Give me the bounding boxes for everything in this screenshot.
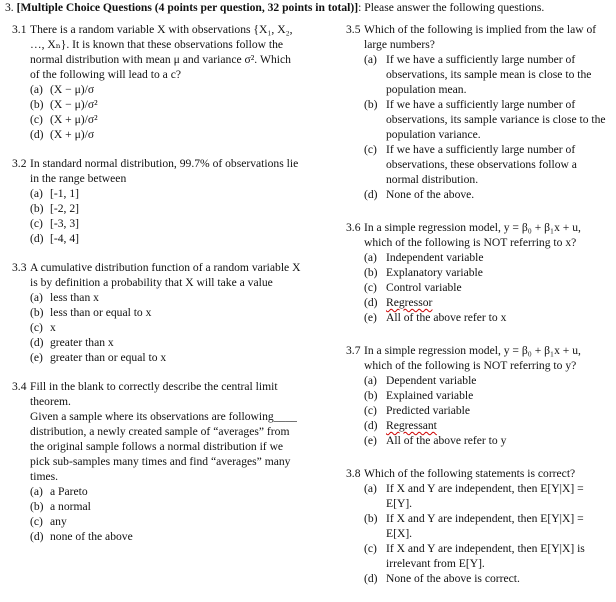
option-c[interactable] [30,514,302,529]
option-text: None of the above. [386,188,475,201]
question-text-continued: Given a sample where its observations are following____ distribution, a newly created sample of “averages” from the original sample follows a normal distribution if we pick sub-samples many times and find “averages” many times. [30,410,297,483]
option-text: [-4, 4] [50,232,79,245]
section-header [5,0,611,15]
option-text: None of the above is correct. [386,572,520,585]
question-3-7 [346,343,612,448]
option-d[interactable] [30,335,302,350]
right-column [346,22,612,602]
question-number: 3.3 [12,261,27,274]
option-label: (d) [364,419,378,432]
option-c[interactable] [30,112,302,127]
question-text: Which of the following is implied from the law of large numbers? [364,23,597,51]
option-label: (d) [364,296,378,309]
question-text: A cumulative distribution function of a random variable X is by definition a probability that X will take a value [30,261,301,289]
option-text: If X and Y are independent, then E[Y|X] is irrelevant from E[Y]. [386,542,585,570]
option-a[interactable] [364,373,612,388]
options-list [30,82,302,142]
question-text: In a simple regression model, y = β₀ + β₁x + u, which of the following is NOT referring to y? [364,344,581,372]
option-label: (d) [30,128,44,141]
option-text: none of the above [50,530,133,543]
option-label: (b) [364,389,378,402]
option-c[interactable] [30,320,302,335]
option-text: (X − μ)/σ [50,83,95,96]
option-d[interactable] [30,529,302,544]
option-text: If we have a sufficiently large number of observations, its sample mean is close to the population mean. [386,53,592,96]
option-a[interactable] [364,250,612,265]
option-label: (b) [364,98,378,111]
option-text: Predicted variable [386,404,471,417]
question-3-3 [12,260,302,365]
question-number: 3.2 [12,157,27,170]
question-text: In standard normal distribution, 99.7% of observations lie in the range between [30,157,299,185]
option-label: (a) [30,485,43,498]
question-3-2 [12,156,302,246]
option-c[interactable] [364,403,612,418]
option-text: Regressor [386,296,433,309]
option-text: x [50,321,56,334]
option-text: Explanatory variable [386,266,483,279]
option-d[interactable] [364,571,612,586]
option-text: [-2, 2] [50,202,79,215]
option-label: (c) [30,515,43,528]
question-text: Which of the following statements is correct? [364,467,576,480]
question-3-5 [346,22,612,202]
option-text: Explained variable [386,389,474,402]
question-3-4 [12,379,302,544]
section-number: 3. [5,1,14,14]
option-label: (c) [30,113,43,126]
option-label: (e) [30,351,43,364]
option-text: a Pareto [50,485,88,498]
option-text: All of the above refer to x [386,311,507,324]
option-text: If we have a sufficiently large number of observations, its sample variance is close to the population variance. [386,98,606,141]
options-list [364,373,612,448]
option-label: (e) [364,434,377,447]
question-number: 3.6 [346,221,361,234]
option-label: (b) [30,98,44,111]
option-label: (b) [30,500,44,513]
question-number: 3.4 [12,380,27,393]
option-d[interactable] [364,295,612,310]
option-c[interactable] [364,541,612,571]
option-text: All of the above refer to y [386,434,507,447]
option-b[interactable] [30,305,302,320]
option-label: (d) [30,530,44,543]
option-a[interactable] [364,52,612,97]
option-text: Dependent variable [386,374,477,387]
question-text: Fill in the blank to correctly describe the central limit theorem. [30,380,278,408]
option-label: (d) [364,188,378,201]
option-label: (c) [364,143,377,156]
option-text: (X + μ)/σ [50,128,95,141]
option-label: (b) [30,202,44,215]
question-number: 3.5 [346,23,361,36]
option-text: Control variable [386,281,462,294]
options-list [30,290,302,365]
option-c[interactable] [30,216,302,231]
option-text: Independent variable [386,251,484,264]
option-d[interactable] [364,187,612,202]
option-text: a normal [50,500,91,513]
option-text: any [50,515,67,528]
question-number: 3.8 [346,467,361,480]
option-text: If X and Y are independent, then E[Y|X] = E[X]. [386,512,584,540]
option-label: (c) [30,217,43,230]
option-label: (d) [30,232,44,245]
option-label: (b) [30,306,44,319]
option-text: greater than or equal to x [50,351,167,364]
option-text: Regressant [386,419,437,432]
option-text: less than or equal to x [50,306,152,319]
option-b[interactable] [364,265,612,280]
option-text: (X + μ)/σ² [50,113,98,126]
option-text: If we have a sufficiently large number of observations, these observations follow a normal distribution. [386,143,577,186]
question-number: 3.7 [346,344,361,357]
option-a[interactable] [30,484,302,499]
section-title: [Multiple Choice Questions (4 points per question, 32 points in total)] [16,1,359,14]
option-a[interactable] [30,290,302,305]
option-e[interactable] [364,310,612,325]
section-instruction: : Please answer the following questions. [358,1,545,14]
question-3-8 [346,466,612,586]
left-column [12,22,302,560]
option-label: (e) [364,311,377,324]
option-label: (a) [30,291,43,304]
option-a[interactable] [364,481,612,511]
question-3-1 [12,22,302,142]
question-number: 3.1 [12,23,27,36]
option-b[interactable] [30,97,302,112]
option-label: (c) [364,404,377,417]
option-text: [-3, 3] [50,217,79,230]
option-c[interactable] [364,142,612,187]
option-label: (a) [30,83,43,96]
option-e[interactable] [364,433,612,448]
options-list [364,250,612,325]
option-b[interactable] [364,97,612,142]
option-label: (a) [364,482,377,495]
option-text: If X and Y are independent, then E[Y|X] = E[Y]. [386,482,584,510]
option-label: (d) [364,572,378,585]
option-a[interactable] [30,186,302,201]
option-c[interactable] [364,280,612,295]
option-label: (d) [30,336,44,349]
option-label: (c) [364,281,377,294]
option-text: less than x [50,291,99,304]
options-list [364,481,612,586]
option-label: (a) [364,251,377,264]
option-label: (a) [364,53,377,66]
option-text: [-1, 1] [50,187,79,200]
options-list [30,484,302,544]
option-a[interactable] [30,82,302,97]
option-d[interactable] [364,418,612,433]
option-b[interactable] [30,499,302,514]
option-d[interactable] [30,231,302,246]
question-text: There is a random variable X with observations {X₁, X₂, …, Xₙ}. It is known that these observations follow the normal distribution with mean μ and variance σ². Which of the following will lead to a c? [30,23,293,81]
option-e[interactable] [30,350,302,365]
option-label: (b) [364,512,378,525]
options-list [364,52,612,202]
question-text: In a simple regression model, y = β₀ + β₁x + u, which of the following is NOT referring to x? [364,221,581,249]
question-3-6 [346,220,612,325]
option-b[interactable] [364,511,612,541]
option-label: (a) [30,187,43,200]
option-text: (X − μ)/σ² [50,98,98,111]
option-d[interactable] [30,127,302,142]
option-b[interactable] [30,201,302,216]
options-list [30,186,302,246]
option-b[interactable] [364,388,612,403]
option-label: (a) [364,374,377,387]
option-label: (c) [364,542,377,555]
option-label: (b) [364,266,378,279]
option-label: (c) [30,321,43,334]
option-text: greater than x [50,336,114,349]
